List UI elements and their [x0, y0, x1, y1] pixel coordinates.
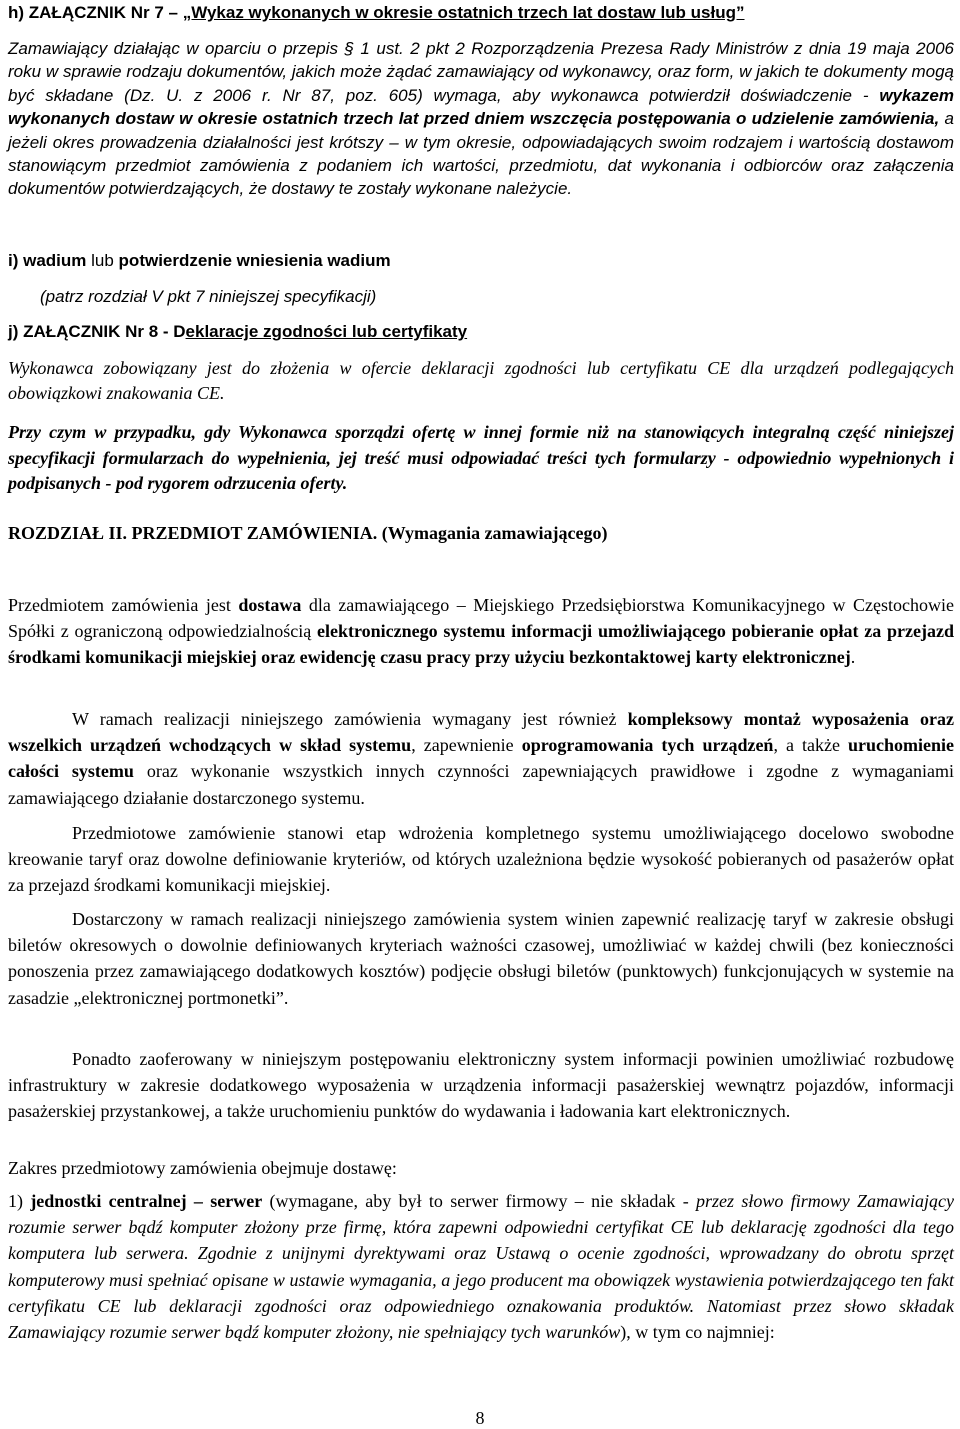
item1-text-2: ), w tym co najmniej: [620, 1322, 775, 1343]
section-i-bold-1: i) wadium [8, 251, 87, 270]
section-i-note: (patrz rozdział V pkt 7 niniejszej specyfikacji) [40, 287, 377, 306]
item1-text-1: (wymagane, aby był to serwer firmowy – nie składak - [262, 1191, 697, 1211]
section-j-heading [8, 321, 954, 343]
section-h-paragraph [8, 37, 954, 201]
item1-bold: jednostki centralnej – serwer [30, 1191, 263, 1211]
section-h-text-2: a jeżeli okres prowadzenia działalności jest krótszy – w tym okresie, odpowiadających swoim rodzajem i wartością dostawom stanowiącym przedmiot zamówienia z podaniem ich wartości, przedmiotu, dat wykonania i odbiorców oraz załączenia dokumentów potwierdzających, że dostawy te zostały wykonane należycie. [8, 109, 954, 199]
item1-number: 1) [8, 1191, 31, 1211]
paragraph-subject [8, 592, 954, 671]
p2-bold-3: uruchomienie całości systemu [8, 735, 955, 782]
section-h-bold-text: wykazem wykonanych dostaw w okresie ostatnich trzech lat przed dniem wszczęcia postępowania o udzielenie zamówienia, [8, 85, 954, 129]
p1-text-3: . [850, 647, 856, 668]
chapter-subtitle: (Wymagania zamawiającego) [377, 523, 608, 543]
section-h-title: „Wykaz wykonanych w okresie ostatnich trzech lat dostaw lub usług” [182, 3, 745, 22]
p2-text-1: W ramach realizacji niniejszego zamówienia wymagany jest również [72, 709, 628, 729]
p2-text-4: oraz wykonanie wszystkich innych czynności zapewniających prawidłowe i zgodne z wymaganiami zamawiającego działanie dostarczonego systemu. [8, 761, 955, 808]
section-j-paragraph-1: Wykonawca zobowiązany jest do złożenia w ofercie deklaracji zgodności lub certyfikatu CE dla urządzeń podlegających obowiązkowi znakowania CE. [8, 358, 954, 403]
p2-text-3: , a także [773, 735, 849, 756]
paragraph-scope-list-intro: Zakres przedmiotowy zamówienia obejmuje dostawę: [8, 1158, 397, 1178]
paragraph-stage: Przedmiotowe zamówienie stanowi etap wdrożenia kompletnego systemu umożliwiającego docelowo swobodne kreowanie taryf oraz dowolne definiowanie kryteriów, od których uzależniona będzie wysokość pobieranych od pasażerów opłat za przejazd środkami komunikacji miejskiej. [8, 823, 954, 896]
page-number: 8 [475, 1408, 485, 1428]
p2-text-2: , zapewnienie [411, 735, 522, 756]
section-h-text-1: Zamawiający działając w oparciu o przepis § 1 ust. 2 pkt 2 Rozporządzenia Prezesa Rady Ministrów z dnia 19 maja 2006 roku w sprawie rodzaju dokumentów, jakich może żądać zamawiający od wykonawcy, oraz form, w jakich te dokumenty mogą być składane (Dz. U. z 2006 r. Nr 87, poz. 605) wymaga, aby wykonawca potwierdził doświadczenie - [8, 39, 954, 105]
p2-bold-1: kompleksowy montaż wyposażenia oraz wszelkich urządzeń wchodzących w skład systemu [8, 709, 954, 756]
chapter-heading [8, 521, 954, 545]
section-h-label: h) ZAŁĄCZNIK Nr 7 – [8, 3, 183, 22]
paragraph-scope [8, 706, 954, 811]
list-item-server [8, 1188, 954, 1345]
p1-text-1: Przedmiotem zamówienia jest [8, 595, 239, 615]
section-j-title: eklaracje zgodności lub certyfikaty [185, 322, 468, 341]
p1-bold-1: dostawa [238, 595, 302, 615]
chapter-title: ROZDZIAŁ II. PRZEDMIOT ZAMÓWIENIA. [8, 523, 378, 543]
section-i-bold-2: potwierdzenie wniesienia wadium [118, 251, 391, 270]
section-h-heading [8, 1, 954, 24]
section-j-paragraph-2: Przy czym w przypadku, gdy Wykonawca sporządzi ofertę w innej formie niż na stanowiących integralną część niniejszej specyfikacji formularzach do wypełnienia, jej treść musi odpowiadać treści tych formularzy - odpowiednio wypełnionych i podpisanych - pod rygorem odrzucenia oferty. [8, 422, 954, 493]
p1-text-2: dla zamawiającego – Miejskiego Przedsiębiorstwa Komunikacyjnego w Częstochowie Spółki z ograniczoną odpowiedzialnością [8, 595, 954, 642]
section-i-heading [8, 250, 954, 272]
p1-bold-2: elektronicznego systemu informacji umożliwiającego pobieranie opłat za przejazd środkami komunikacji miejskiej oraz ewidencję czasu pracy przy użyciu bezkontaktowej karty elektronicznej [8, 621, 954, 668]
paragraph-expansion: Ponadto zaoferowany w niniejszym postępowaniu elektroniczny system informacji powinien umożliwiać rozbudowę infrastruktury w zakresie dodatkowego wyposażenia w urządzenia informacji pasażerskiej wewnątrz pojazdów, informacji pasażerskiej przystankowej, a także uruchomieniu punktów do wydawania i ładowania kart elektronicznych. [8, 1049, 954, 1122]
section-j-label: j) ZAŁĄCZNIK Nr 8 - D [8, 322, 186, 341]
p2-bold-2: oprogramowania tych urządzeń [521, 735, 774, 756]
paragraph-tariffs: Dostarczony w ramach realizacji niniejszego zamówienia system winien zapewnić realizację taryf w zakresie obsługi biletów okresowych o dowolnie definiowanych kryteriach ważności czasowej, umożliwiać w każdej chwili (bez konieczności ponoszenia przez zamawiającego dodatkowych kosztów) podjęcie obsługi biletów (punktowych) funkcjonujących w systemie na zasadzie „elektronicznej portmonetki”. [8, 909, 954, 1008]
section-i-mid: lub [86, 251, 119, 270]
item1-italic: przez słowo firmowy Zamawiający rozumie serwer bądź komputer złożony prze firmę, która zapewni odpowiedni certyfikat CE lub deklarację zgodności dla tego komputera lub serwera. Zgodnie z unijnymi dyrektywami oraz Ustawą o ocenie zgodności, wprowadzany do obrotu sprzęt komputerowy musi spełniać opisane w ustawie wymagania, a jego producent ma obowiązek wystawienia potwierdzającego ten fakt certyfikatu CE lub deklaracji zgodności oraz odpowiedniego oznakowania produktów. Natomiast przez słowo składak Zamawiający rozumie serwer bądź komputer złożony, nie spełniający tych warunków [8, 1191, 954, 1343]
